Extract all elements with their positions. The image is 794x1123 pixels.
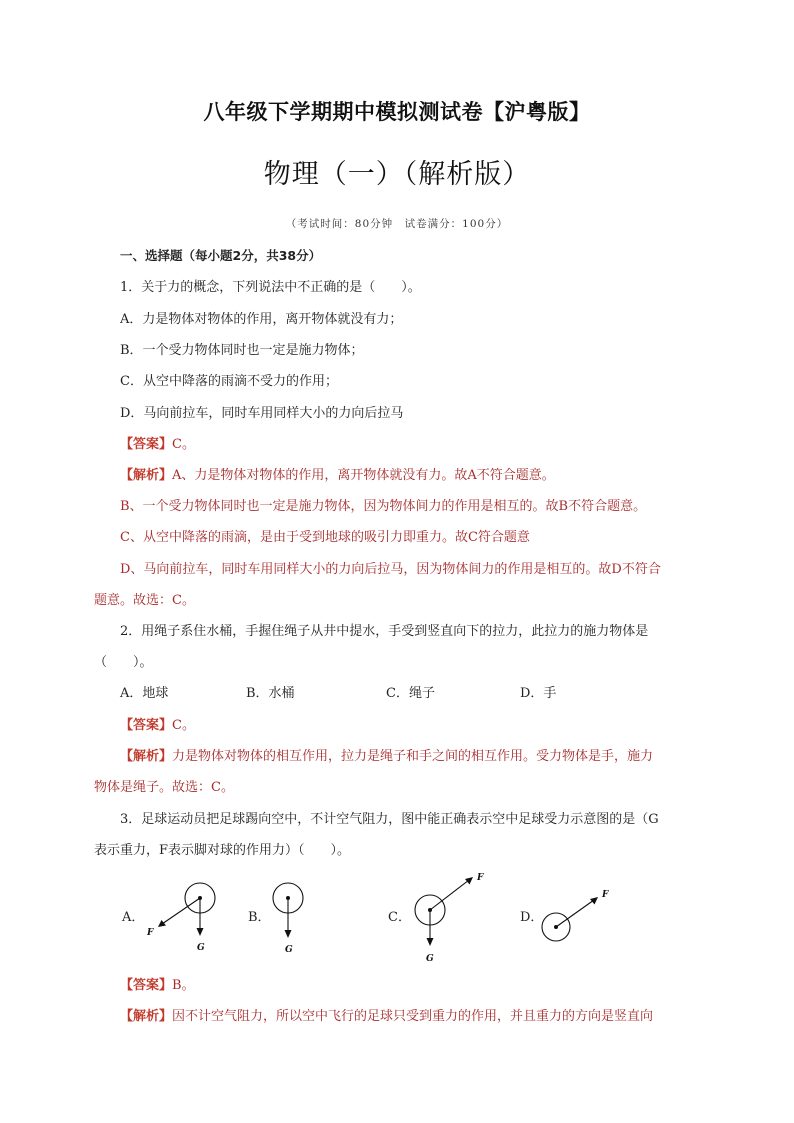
gravity-g-label: G [197,943,205,953]
exam-info: （考试时间：80分钟 试卷满分：100分） [285,218,509,230]
q1-analysis-3: C、从空中降落的雨滴，是由于受到地球的吸引力即重力。故C符合题意 [120,530,530,545]
q1-analysis-2: B、一个受力物体同时也一定是施力物体，因为物体间力的作用是相互的。故B不符合题意。 [120,499,647,514]
q2-answer [120,716,195,736]
q2-stem-2: （ ）。 [94,655,153,670]
q3-option-a-label: A． [122,910,145,925]
analysis-label: 【解析】 [120,468,173,483]
analysis-text: 力是物体对物体的相互作用，拉力是绳子和手之间的相互作用。受力物体是手，施力 [172,749,654,764]
force-f-label: F [477,873,484,883]
q3-option-c-label: C． [388,910,411,925]
force-f-label: F [147,928,154,938]
q3-option-d-label: D． [520,910,544,925]
answer-label: 【答案】 [120,718,173,733]
q3-option-b-label: B． [248,910,271,925]
q2-option-c: C．绳子 [386,686,435,701]
q2-analysis-2: 物体是绳子。故选：C。 [94,780,234,795]
q1-option-b: B．一个受力物体同时也一定是施力物体； [120,343,364,358]
q3-stem-1: 3．足球运动员把足球踢向空中，不计空气阻力，图中能正确表示空中足球受力示意图的是（G [120,812,659,827]
figure-a [140,878,230,956]
q3-analysis-1 [120,1007,653,1027]
section-heading: 一、选择题（每小题2分，共38分） [120,248,322,263]
q1-answer [120,435,195,455]
figure-d [538,880,618,948]
exam-title: 八年级下学期期中模拟测试卷【沪粤版】 [203,100,591,124]
q1-option-a: A．力是物体对物体的作用，离开物体就没有力； [120,312,403,327]
q1-stem: 1．关于力的概念，下列说法中不正确的是（ ）。 [120,280,421,295]
q2-stem-1: 2．用绳子系住水桶，手握住绳子从井中提水，手受到竖直向下的拉力，此拉力的施力物体是 [120,624,649,639]
q1-analysis-4: D、马向前拉车，同时车用同样大小的力向后拉马，因为物体间力的作用是相互的。故D不符合 [120,562,661,577]
q3-answer [120,976,195,996]
answer-value: C。 [172,718,195,733]
answer-label: 【答案】 [120,437,173,452]
q2-option-d: D．手 [520,686,557,701]
answer-label: 【答案】 [120,978,173,993]
analysis-text: A、力是物体对物体的作用，离开物体就没有力。故A不符合题意。 [172,468,555,483]
q3-stem-2: 表示重力，F表示脚对球的作用力）（ ）。 [94,843,351,858]
answer-value: B。 [172,978,195,993]
force-f-label: F [602,890,609,900]
gravity-g-label: G [426,954,434,964]
q1-analysis-5: 题意。故选：C。 [94,593,195,608]
answer-value: C。 [172,437,195,452]
q1-analysis-1 [120,466,555,486]
exam-subtitle: 物理（一）（解析版） [263,159,531,190]
q2-option-a: A．地球 [120,686,169,701]
analysis-label: 【解析】 [120,1009,173,1024]
gravity-g-label: G [285,945,293,955]
q1-option-d: D．马向前拉车，同时车用同样大小的力向后拉马 [120,406,404,421]
analysis-text: 因不计空气阻力，所以空中飞行的足球只受到重力的作用，并且重力的方向是竖直向 [172,1009,654,1024]
q2-analysis-1 [120,747,653,767]
q2-option-b: B．水桶 [246,686,295,701]
figure-b [266,878,316,956]
analysis-label: 【解析】 [120,749,173,764]
figure-c [405,866,495,968]
q1-option-c: C．从空中降落的雨滴不受力的作用； [120,374,338,389]
